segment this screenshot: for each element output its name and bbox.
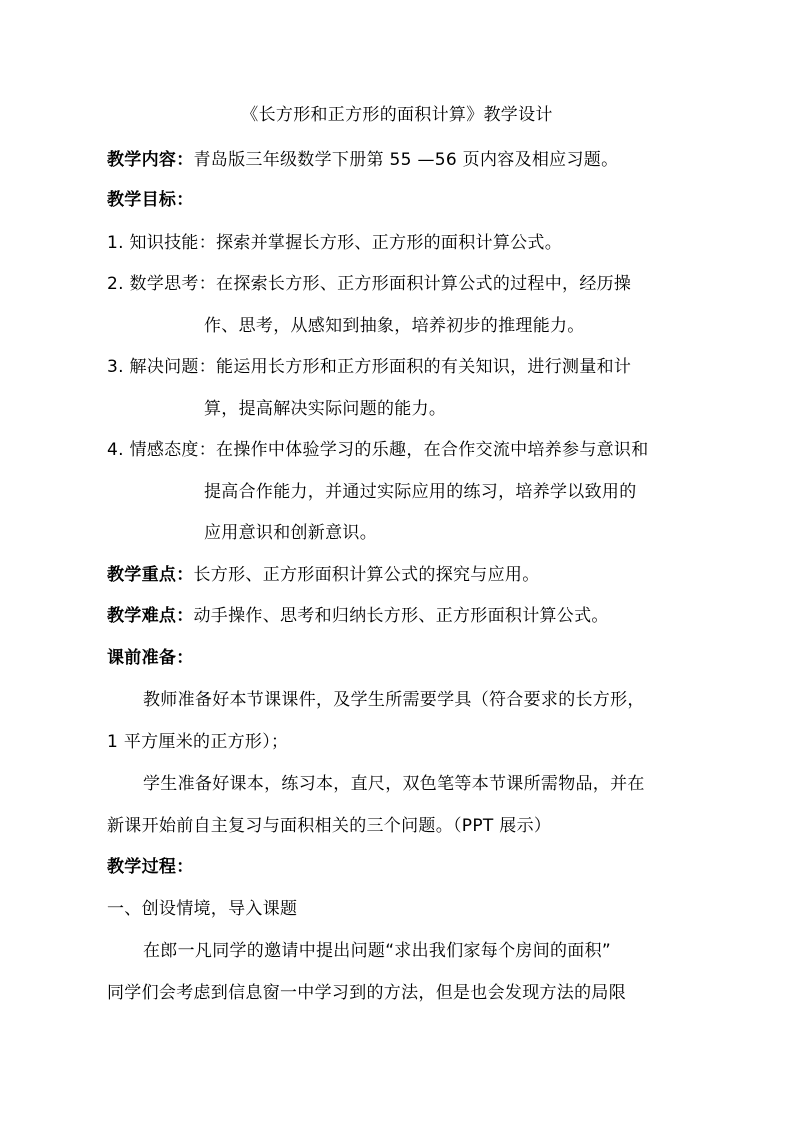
- section-1-title: 一、创设情境，导入课题: [107, 899, 298, 919]
- goal-2-cont: 作、思考，从感知到抽象，培养初步的推理能力。: [204, 316, 585, 336]
- goal-1-text: 探索并掌握长方形、正方形的面积计算公式。: [216, 233, 563, 253]
- goal-4: [107, 439, 649, 461]
- goal-2-label: 2. 数学思考：: [107, 274, 217, 294]
- teaching-content-text: 青岛版三年级数学下册第 55 —56 页内容及相应习题。: [193, 150, 619, 170]
- prep-para-2-line-2: 新课开始前自主复习与面积相关的三个问题。（PPT 展示）: [107, 816, 552, 836]
- teaching-content-label: 教学内容：: [107, 150, 194, 170]
- section-1-para-line-2: 同学们会考虑到信息窗一中学习到的方法，但是也会发现方法的局限: [107, 983, 626, 1003]
- process-heading: 教学过程：: [107, 857, 194, 877]
- goal-3-cont: 算，提高解决实际问题的能力。: [204, 399, 447, 419]
- prep-para-2-line-1: 学生准备好课本，练习本，直尺，双色笔等本节课所需物品，并在: [143, 774, 645, 794]
- key-point-label: 教学重点：: [107, 565, 194, 585]
- goal-3: [107, 356, 631, 378]
- goal-4-cont-1: 提高合作能力，并通过实际应用的练习，培养学以致用的: [204, 482, 637, 502]
- goal-1-label: 1. 知识技能：: [107, 233, 217, 253]
- goal-2: [107, 273, 631, 295]
- difficulty: [107, 605, 609, 627]
- difficulty-text: 动手操作、思考和归纳长方形、正方形面积计算公式。: [193, 606, 609, 626]
- prep-para-1-line-2: 1 平方厘米的正方形）；: [107, 732, 289, 752]
- key-point-text: 长方形、正方形面积计算公式的探究与应用。: [193, 565, 540, 585]
- teaching-content: [107, 149, 618, 171]
- goal-3-label: 3. 解决问题：: [107, 357, 217, 377]
- goal-3-text: 能运用长方形和正方形面积的有关知识，进行测量和计: [216, 357, 632, 377]
- difficulty-label: 教学难点：: [107, 606, 194, 626]
- prep-para-1-line-1: 教师准备好本节课课件，及学生所需要学具（符合要求的长方形，: [143, 690, 645, 710]
- goal-4-cont-2: 应用意识和创新意识。: [204, 523, 377, 543]
- goal-1: [107, 232, 562, 254]
- goal-4-label: 4. 情感态度：: [107, 440, 217, 460]
- document-title: 《长方形和正方形的面积计算》教学设计: [241, 105, 553, 125]
- goal-2-text: 在探索长方形、正方形面积计算公式的过程中，经历操: [216, 274, 632, 294]
- prep-heading: 课前准备：: [107, 648, 194, 668]
- section-1-para-line-1: 在郎一凡同学的邀请中提出问题“求出我们家每个房间的面积”: [143, 941, 612, 961]
- goals-heading: 教学目标：: [107, 190, 194, 210]
- goal-4-text: 在操作中体验学习的乐趣，在合作交流中培养参与意识和: [216, 440, 649, 460]
- key-point: [107, 564, 540, 586]
